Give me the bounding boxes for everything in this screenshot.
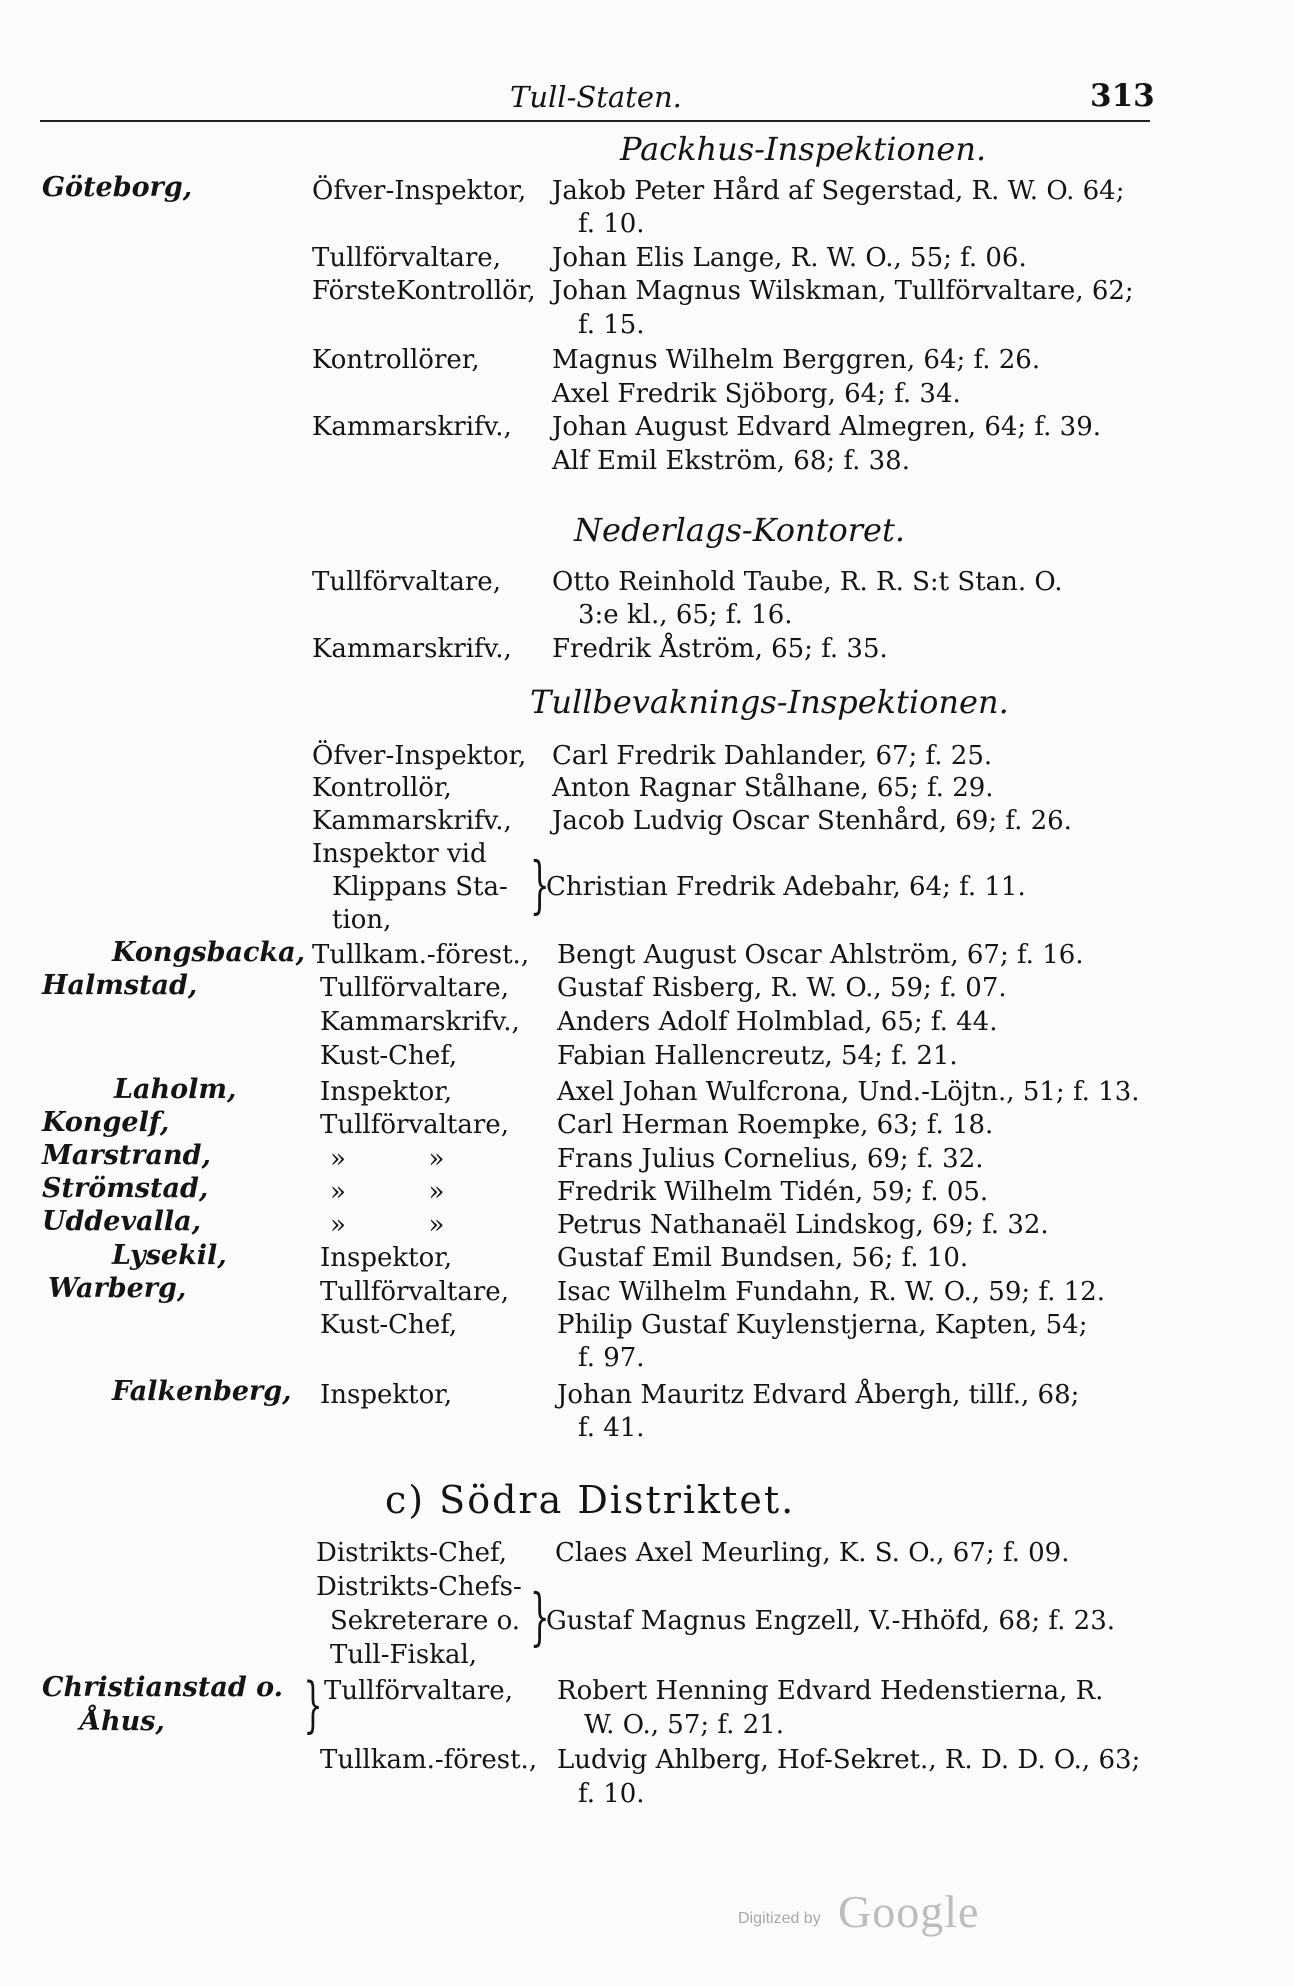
entry-name: Frans Julius Cornelius, 69; f. 32. — [557, 1144, 984, 1174]
entry-name: Fredrik Åström, 65; f. 35. — [552, 634, 888, 664]
role-label: Inspektor, — [320, 1077, 453, 1107]
role-label: Kust-Chef, — [320, 1041, 458, 1071]
entry-name: Johan Elis Lange, R. W. O., 55; f. 06. — [552, 243, 1027, 273]
role-label: Kust-Chef, — [320, 1310, 458, 1340]
role-label: Öfver-Inspektor, — [312, 741, 527, 771]
place-label: Laholm, — [114, 1074, 237, 1105]
brace-icon: } — [303, 1670, 323, 1740]
entry-name: Claes Axel Meurling, K. S. O., 67; f. 09. — [555, 1538, 1070, 1568]
place-label: Halmstad, — [42, 970, 198, 1001]
entry-name: Otto Reinhold Taube, R. R. S:t Stan. O. — [552, 567, 1063, 597]
place-label: Strömstad, — [42, 1173, 209, 1204]
entry-continuation: W. O., 57; f. 21. — [584, 1710, 784, 1740]
entry-name: Axel Fredrik Sjöborg, 64; f. 34. — [552, 379, 961, 409]
role-label: Klippans Sta- — [332, 872, 508, 902]
entry-name: Christian Fredrik Adebahr, 64; f. 11. — [546, 872, 1026, 902]
watermark-logo: Google — [838, 1886, 980, 1937]
entry-continuation: f. 15. — [578, 310, 645, 340]
place-label: Christianstad o. — [42, 1672, 284, 1703]
header-rule — [40, 120, 1150, 122]
entry-continuation: f. 97. — [578, 1343, 645, 1373]
role-label: Tullkam.-förest., — [320, 1745, 538, 1775]
role-label: tion, — [332, 905, 392, 935]
section-heading: Nederlags-Kontoret. — [574, 511, 905, 549]
place-label: Göteborg, — [42, 172, 193, 203]
ditto-marks: » » — [330, 1144, 445, 1174]
role-label: Tull-Fiskal, — [330, 1640, 478, 1670]
entry-name: Fredrik Wilhelm Tidén, 59; f. 05. — [557, 1177, 989, 1207]
role-label: Kammarskrifv., — [320, 1007, 520, 1037]
role-label: Öfver-Inspektor, — [312, 176, 527, 206]
entry-name: Gustaf Emil Bundsen, 56; f. 10. — [557, 1243, 969, 1273]
place-label: Lysekil, — [112, 1240, 227, 1271]
running-title: Tull-Staten. — [510, 80, 682, 114]
entry-name: Johan Mauritz Edvard Åbergh, tillf., 68; — [557, 1380, 1080, 1410]
place-label: Uddevalla, — [42, 1206, 202, 1237]
entry-name: Axel Johan Wulfcrona, Und.-Löjtn., 51; f. 13. — [557, 1077, 1140, 1107]
district-heading: c) Södra Distriktet. — [385, 1478, 796, 1522]
role-label: Inspektor, — [320, 1380, 453, 1410]
ditto-marks: » » — [330, 1210, 445, 1240]
place-label: Marstrand, — [42, 1140, 211, 1171]
entry-name: Johan August Edvard Almegren, 64; f. 39. — [552, 412, 1101, 442]
place-label: Kongelf, — [42, 1107, 170, 1138]
role-label: FörsteKontrollör, — [312, 276, 536, 306]
place-label: Åhus, — [80, 1706, 165, 1737]
role-label: Kontrollör, — [312, 773, 452, 803]
role-label: Tullkam.-förest., — [312, 940, 530, 970]
role-label: Tullförvaltare, — [324, 1676, 513, 1706]
entry-name: Magnus Wilhelm Berggren, 64; f. 26. — [552, 345, 1041, 375]
entry-name: Johan Magnus Wilskman, Tullförvaltare, 62; — [552, 276, 1134, 306]
entry-name: Ludvig Ahlberg, Hof-Sekret., R. D. D. O., 63; — [557, 1745, 1141, 1775]
role-label: Kammarskrifv., — [312, 634, 512, 664]
role-label: Distrikts-Chef, — [316, 1538, 508, 1568]
entry-name: Robert Henning Edvard Hedenstierna, R. — [557, 1676, 1104, 1706]
role-label: Sekreterare o. — [330, 1606, 521, 1636]
entry-name: Gustaf Magnus Engzell, V.-Hhöfd, 68; f. 23. — [546, 1606, 1116, 1636]
entry-name: Alf Emil Ekström, 68; f. 38. — [552, 446, 910, 476]
role-label: Inspektor vid — [312, 839, 487, 869]
entry-continuation: f. 10. — [578, 1779, 645, 1809]
entry-name: Jacob Ludvig Oscar Stenhård, 69; f. 26. — [552, 806, 1072, 836]
entry-continuation: f. 41. — [578, 1413, 645, 1443]
watermark-text: Digitized by — [738, 1910, 821, 1927]
role-label: Kontrollörer, — [312, 345, 480, 375]
role-label: Kammarskrifv., — [312, 412, 512, 442]
entry-name: Carl Herman Roempke, 63; f. 18. — [557, 1110, 994, 1140]
role-label: Tullförvaltare, — [320, 1277, 509, 1307]
role-label: Inspektor, — [320, 1243, 453, 1273]
entry-name: Anders Adolf Holmblad, 65; f. 44. — [557, 1007, 998, 1037]
entry-name: Isac Wilhelm Fundahn, R. W. O., 59; f. 12. — [557, 1277, 1105, 1307]
page-number: 313 — [1090, 78, 1155, 114]
role-label: Distrikts-Chefs- — [316, 1572, 522, 1602]
role-label: Tullförvaltare, — [320, 1110, 509, 1140]
entry-name: Carl Fredrik Dahlander, 67; f. 25. — [552, 741, 993, 771]
place-label: Falkenberg, — [112, 1376, 292, 1407]
section-heading: Packhus-Inspektionen. — [620, 130, 987, 168]
entry-continuation: 3:e kl., 65; f. 16. — [578, 600, 793, 630]
entry-name: Jakob Peter Hård af Segerstad, R. W. O. 64; — [552, 176, 1125, 206]
entry-name: Fabian Hallencreutz, 54; f. 21. — [557, 1041, 958, 1071]
entry-name: Bengt August Oscar Ahlström, 67; f. 16. — [557, 940, 1084, 970]
brace-icon: } — [529, 848, 550, 921]
section-heading: Tullbevaknings-Inspektionen. — [530, 683, 1009, 721]
entry-name: Petrus Nathanaël Lindskog, 69; f. 32. — [557, 1210, 1049, 1240]
brace-icon: } — [529, 1580, 550, 1653]
entry-name: Anton Ragnar Stålhane, 65; f. 29. — [552, 773, 994, 803]
ditto-marks: » » — [330, 1177, 445, 1207]
place-label: Warberg, — [48, 1273, 187, 1304]
entry-continuation: f. 10. — [578, 209, 645, 239]
role-label: Tullförvaltare, — [320, 973, 509, 1003]
role-label: Kammarskrifv., — [312, 806, 512, 836]
role-label: Tullförvaltare, — [312, 243, 501, 273]
place-label: Kongsbacka, — [112, 937, 306, 968]
entry-name: Gustaf Risberg, R. W. O., 59; f. 07. — [557, 973, 1007, 1003]
role-label: Tullförvaltare, — [312, 567, 501, 597]
entry-name: Philip Gustaf Kuylenstjerna, Kapten, 54; — [557, 1310, 1088, 1340]
